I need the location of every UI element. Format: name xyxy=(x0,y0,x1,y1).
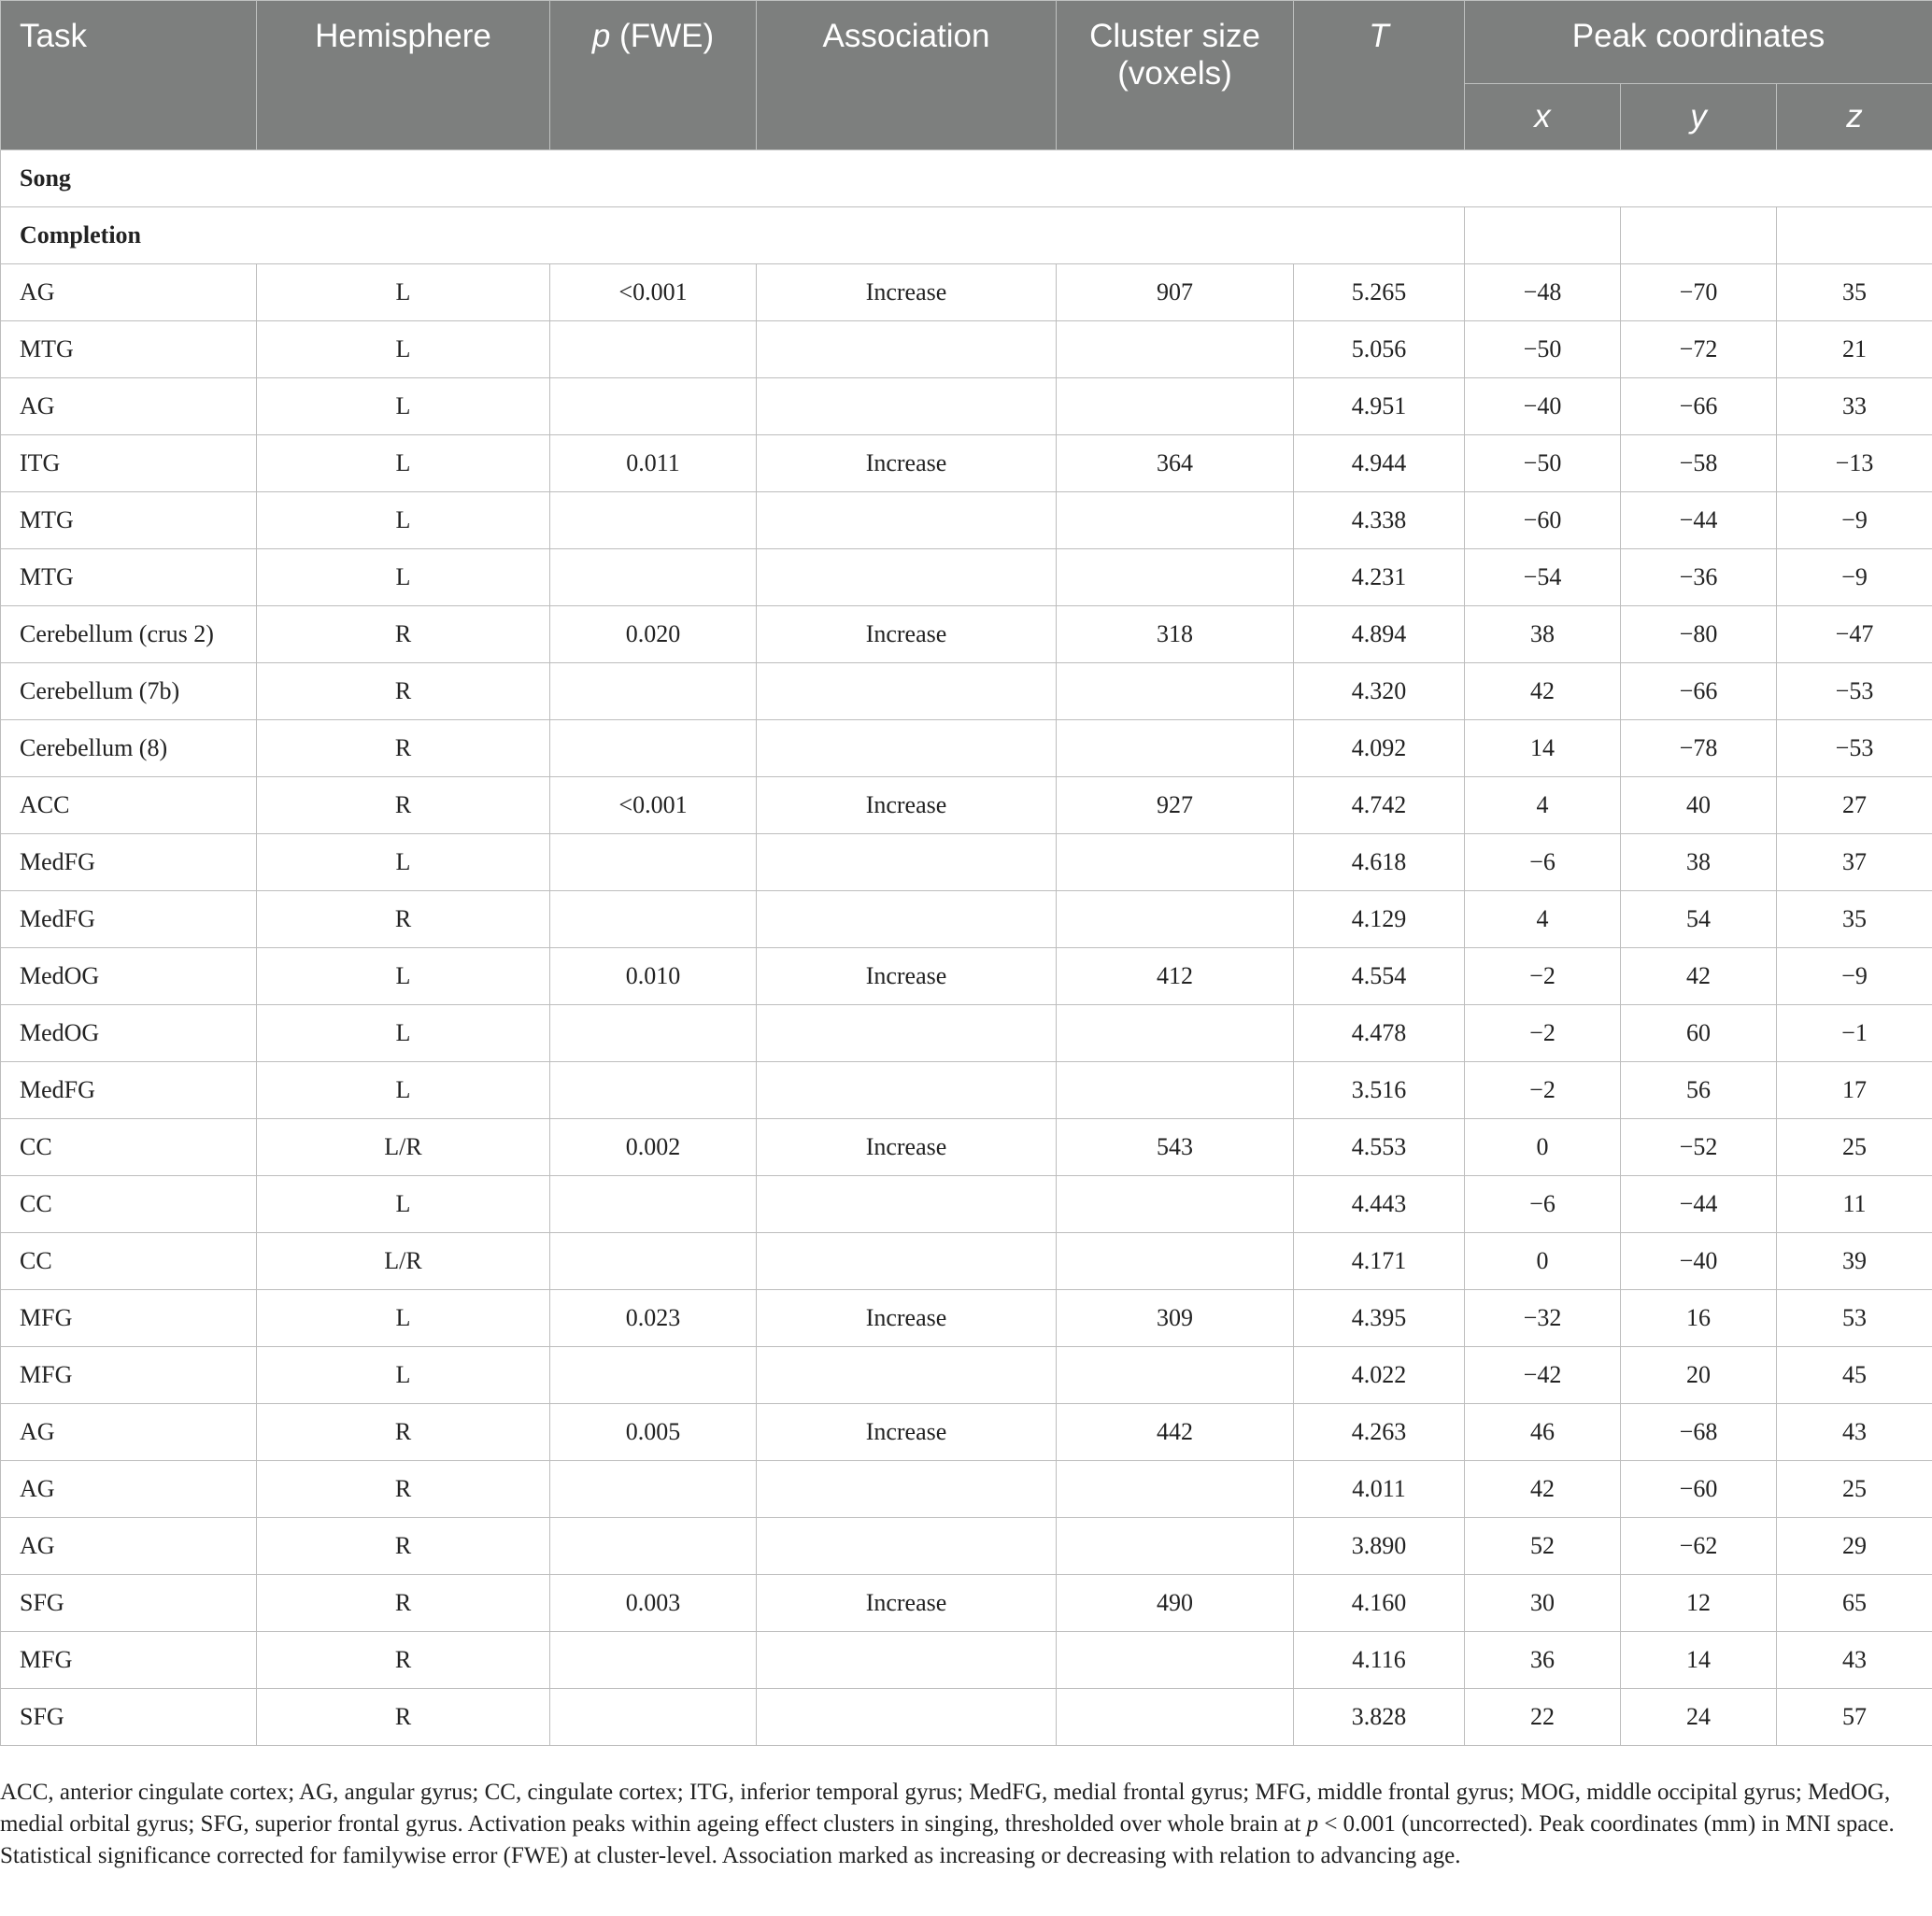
cell-task: MedFG xyxy=(1,834,257,891)
cell-x: 22 xyxy=(1465,1689,1621,1746)
cell-p-fwe: 0.010 xyxy=(550,948,757,1005)
cell-hemisphere: L xyxy=(257,435,550,492)
cell-x: 38 xyxy=(1465,606,1621,663)
cell-z: 43 xyxy=(1777,1632,1932,1689)
cell-t-value: 5.056 xyxy=(1294,321,1465,378)
cell-y: 24 xyxy=(1621,1689,1777,1746)
cell-z: 65 xyxy=(1777,1575,1932,1632)
cell-p-fwe xyxy=(550,891,757,948)
cell-y: 42 xyxy=(1621,948,1777,1005)
cell-association: Increase xyxy=(757,1119,1057,1176)
empty-cell xyxy=(1777,207,1932,264)
table-header xyxy=(1,1,1932,150)
cell-y: −78 xyxy=(1621,720,1777,777)
cell-task: CC xyxy=(1,1119,257,1176)
cell-task: AG xyxy=(1,1461,257,1518)
cell-x: −42 xyxy=(1465,1347,1621,1404)
cell-t-value: 4.554 xyxy=(1294,948,1465,1005)
cell-y: −36 xyxy=(1621,549,1777,606)
cell-association: Increase xyxy=(757,1290,1057,1347)
cell-y: −52 xyxy=(1621,1119,1777,1176)
table-row xyxy=(1,1062,1932,1119)
cell-t-value: 4.092 xyxy=(1294,720,1465,777)
footnote-p-symbol: p xyxy=(1306,1811,1319,1837)
cell-task: CC xyxy=(1,1233,257,1290)
cell-y: −44 xyxy=(1621,492,1777,549)
cell-association: Increase xyxy=(757,948,1057,1005)
cell-hemisphere: L/R xyxy=(257,1233,550,1290)
cell-p-fwe xyxy=(550,1689,757,1746)
cell-p-fwe xyxy=(550,1461,757,1518)
cell-association xyxy=(757,1176,1057,1233)
cell-cluster-size xyxy=(1057,1062,1294,1119)
cell-cluster-size xyxy=(1057,1233,1294,1290)
empty-cell xyxy=(1465,207,1621,264)
cell-z: 25 xyxy=(1777,1461,1932,1518)
cell-association xyxy=(757,1233,1057,1290)
cell-cluster-size: 927 xyxy=(1057,777,1294,834)
cell-x: 30 xyxy=(1465,1575,1621,1632)
cell-cluster-size xyxy=(1057,834,1294,891)
cell-association: Increase xyxy=(757,264,1057,321)
cell-association xyxy=(757,378,1057,435)
cell-association xyxy=(757,1062,1057,1119)
cell-association xyxy=(757,663,1057,720)
cell-p-fwe xyxy=(550,1005,757,1062)
cell-hemisphere: L xyxy=(257,1176,550,1233)
header-association: Association xyxy=(757,1,1057,150)
cell-cluster-size: 412 xyxy=(1057,948,1294,1005)
cell-x: 46 xyxy=(1465,1404,1621,1461)
cell-task: ITG xyxy=(1,435,257,492)
cell-t-value: 4.338 xyxy=(1294,492,1465,549)
cell-y: 40 xyxy=(1621,777,1777,834)
table-row xyxy=(1,606,1932,663)
cell-association xyxy=(757,1461,1057,1518)
cell-association xyxy=(757,1518,1057,1575)
cell-t-value: 4.478 xyxy=(1294,1005,1465,1062)
cell-hemisphere: L xyxy=(257,1062,550,1119)
header-p-fwe xyxy=(550,1,757,150)
cell-y: −68 xyxy=(1621,1404,1777,1461)
empty-cell xyxy=(1621,207,1777,264)
cell-task: CC xyxy=(1,1176,257,1233)
cell-x: −6 xyxy=(1465,834,1621,891)
cell-task: MedOG xyxy=(1,1005,257,1062)
cell-task: MedOG xyxy=(1,948,257,1005)
cell-hemisphere: L xyxy=(257,1290,550,1347)
header-t-symbol: T xyxy=(1369,18,1389,54)
cell-p-fwe: <0.001 xyxy=(550,777,757,834)
cell-hemisphere: L xyxy=(257,1347,550,1404)
table-row xyxy=(1,1518,1932,1575)
cell-cluster-size: 907 xyxy=(1057,264,1294,321)
cell-hemisphere: R xyxy=(257,1689,550,1746)
cell-p-fwe xyxy=(550,1632,757,1689)
cell-task: AG xyxy=(1,378,257,435)
cell-t-value: 4.894 xyxy=(1294,606,1465,663)
cell-t-value: 4.443 xyxy=(1294,1176,1465,1233)
table-row xyxy=(1,1119,1932,1176)
footnote-text-2: < 0.001 (uncorrected). Peak coordinates (mm) in MNI space. Statistical significance corrected for familywise error (FWE) at cluster-level. Association marked as increasing or decreasing with relation to advancing age. xyxy=(0,1811,1895,1868)
table-row xyxy=(1,834,1932,891)
cell-cluster-size xyxy=(1057,891,1294,948)
cell-z: 11 xyxy=(1777,1176,1932,1233)
cell-z: −9 xyxy=(1777,948,1932,1005)
cell-x: −40 xyxy=(1465,378,1621,435)
cell-p-fwe: 0.020 xyxy=(550,606,757,663)
cell-association xyxy=(757,321,1057,378)
cell-y: 20 xyxy=(1621,1347,1777,1404)
cell-task: MTG xyxy=(1,321,257,378)
cell-z: −1 xyxy=(1777,1005,1932,1062)
cell-hemisphere: R xyxy=(257,1575,550,1632)
cell-x: −50 xyxy=(1465,321,1621,378)
table-row xyxy=(1,378,1932,435)
table-row xyxy=(1,264,1932,321)
table-footnote xyxy=(0,1777,1926,1872)
cell-cluster-size xyxy=(1057,1518,1294,1575)
cell-association xyxy=(757,891,1057,948)
table-row xyxy=(1,1575,1932,1632)
cell-p-fwe xyxy=(550,1062,757,1119)
cell-z: 53 xyxy=(1777,1290,1932,1347)
cell-association xyxy=(757,1632,1057,1689)
table-row xyxy=(1,1290,1932,1347)
header-x: x xyxy=(1465,84,1621,150)
cell-z: 33 xyxy=(1777,378,1932,435)
cell-task: MTG xyxy=(1,492,257,549)
table-row xyxy=(1,549,1932,606)
table-row xyxy=(1,1404,1932,1461)
cell-task: AG xyxy=(1,1404,257,1461)
cell-p-fwe xyxy=(550,321,757,378)
header-hemisphere: Hemisphere xyxy=(257,1,550,150)
cell-x: −2 xyxy=(1465,1062,1621,1119)
cell-y: −58 xyxy=(1621,435,1777,492)
cell-z: 29 xyxy=(1777,1518,1932,1575)
cell-z: 27 xyxy=(1777,777,1932,834)
cell-cluster-size xyxy=(1057,492,1294,549)
cell-z: 37 xyxy=(1777,834,1932,891)
cell-x: 4 xyxy=(1465,777,1621,834)
cell-t-value: 4.944 xyxy=(1294,435,1465,492)
cell-association xyxy=(757,492,1057,549)
table-row xyxy=(1,1005,1932,1062)
cell-x: 42 xyxy=(1465,1461,1621,1518)
cell-hemisphere: L xyxy=(257,948,550,1005)
cell-hemisphere: R xyxy=(257,777,550,834)
cell-p-fwe xyxy=(550,1347,757,1404)
cell-task: Cerebellum (8) xyxy=(1,720,257,777)
table-row xyxy=(1,891,1932,948)
cell-x: 36 xyxy=(1465,1632,1621,1689)
cell-p-fwe: 0.002 xyxy=(550,1119,757,1176)
cell-t-value: 4.742 xyxy=(1294,777,1465,834)
cell-p-fwe xyxy=(550,720,757,777)
cell-p-fwe xyxy=(550,492,757,549)
cell-task: Cerebellum (7b) xyxy=(1,663,257,720)
cell-z: −47 xyxy=(1777,606,1932,663)
cell-x: 52 xyxy=(1465,1518,1621,1575)
header-p-symbol: p xyxy=(591,18,611,54)
cell-hemisphere: L xyxy=(257,492,550,549)
table-row xyxy=(1,663,1932,720)
cell-hemisphere: L xyxy=(257,264,550,321)
table-row xyxy=(1,1233,1932,1290)
cell-t-value: 4.011 xyxy=(1294,1461,1465,1518)
cell-cluster-size xyxy=(1057,321,1294,378)
cell-z: 57 xyxy=(1777,1689,1932,1746)
cell-hemisphere: R xyxy=(257,1632,550,1689)
cell-x: −50 xyxy=(1465,435,1621,492)
table-row xyxy=(1,492,1932,549)
cell-cluster-size: 364 xyxy=(1057,435,1294,492)
cell-cluster-size xyxy=(1057,1689,1294,1746)
cell-x: −6 xyxy=(1465,1176,1621,1233)
cell-z: 45 xyxy=(1777,1347,1932,1404)
cell-x: −2 xyxy=(1465,948,1621,1005)
cell-association xyxy=(757,1689,1057,1746)
cell-t-value: 4.116 xyxy=(1294,1632,1465,1689)
cell-y: −40 xyxy=(1621,1233,1777,1290)
table-row xyxy=(1,1176,1932,1233)
cell-y: −80 xyxy=(1621,606,1777,663)
cell-task: MedFG xyxy=(1,1062,257,1119)
cell-z: 21 xyxy=(1777,321,1932,378)
table-row xyxy=(1,321,1932,378)
cell-association: Increase xyxy=(757,1404,1057,1461)
cell-y: −72 xyxy=(1621,321,1777,378)
section-row-completion xyxy=(1,207,1932,264)
cell-cluster-size xyxy=(1057,1461,1294,1518)
cell-p-fwe xyxy=(550,549,757,606)
cell-association xyxy=(757,1005,1057,1062)
cell-y: 38 xyxy=(1621,834,1777,891)
cell-y: −66 xyxy=(1621,378,1777,435)
cell-y: −66 xyxy=(1621,663,1777,720)
table-body xyxy=(1,150,1932,1746)
cell-x: 42 xyxy=(1465,663,1621,720)
table-row xyxy=(1,435,1932,492)
cell-t-value: 4.231 xyxy=(1294,549,1465,606)
cell-z: −9 xyxy=(1777,549,1932,606)
cell-task: MFG xyxy=(1,1347,257,1404)
cell-y: 14 xyxy=(1621,1632,1777,1689)
cell-t-value: 4.320 xyxy=(1294,663,1465,720)
cell-p-fwe: 0.003 xyxy=(550,1575,757,1632)
table-row xyxy=(1,1347,1932,1404)
cell-task: AG xyxy=(1,1518,257,1575)
header-cluster-line1: Cluster size xyxy=(1089,18,1260,54)
cell-cluster-size: 543 xyxy=(1057,1119,1294,1176)
cell-cluster-size xyxy=(1057,663,1294,720)
cell-y: 54 xyxy=(1621,891,1777,948)
cell-x: −2 xyxy=(1465,1005,1621,1062)
cell-cluster-size xyxy=(1057,1005,1294,1062)
cell-p-fwe xyxy=(550,1176,757,1233)
cell-cluster-size xyxy=(1057,1632,1294,1689)
header-z: z xyxy=(1777,84,1932,150)
footnote-text-1: ACC, anterior cingulate cortex; AG, angular gyrus; CC, cingulate cortex; ITG, inferior temporal gyrus; MedFG, medial frontal gyrus; MFG, middle frontal gyrus; MOG, middle occipital gyrus; MedOG, medial orbital gyrus; SFG, superior frontal gyrus. Activation peaks within ageing effect clusters in singing, thresholded over whole brain at xyxy=(0,1780,1891,1837)
cell-hemisphere: R xyxy=(257,720,550,777)
cell-cluster-size xyxy=(1057,549,1294,606)
header-task: Task xyxy=(1,1,257,150)
cell-x: −32 xyxy=(1465,1290,1621,1347)
cell-association: Increase xyxy=(757,1575,1057,1632)
cell-cluster-size xyxy=(1057,378,1294,435)
cell-p-fwe: 0.023 xyxy=(550,1290,757,1347)
cell-task: ACC xyxy=(1,777,257,834)
cell-t-value: 3.828 xyxy=(1294,1689,1465,1746)
cell-y: 60 xyxy=(1621,1005,1777,1062)
cell-hemisphere: R xyxy=(257,1461,550,1518)
cell-t-value: 4.395 xyxy=(1294,1290,1465,1347)
cell-z: −53 xyxy=(1777,663,1932,720)
cell-t-value: 4.951 xyxy=(1294,378,1465,435)
table-row xyxy=(1,1461,1932,1518)
cell-hemisphere: L xyxy=(257,549,550,606)
section-row-song xyxy=(1,150,1932,207)
cell-task: MFG xyxy=(1,1290,257,1347)
cell-y: 12 xyxy=(1621,1575,1777,1632)
cell-hemisphere: L xyxy=(257,834,550,891)
cell-t-value: 4.022 xyxy=(1294,1347,1465,1404)
cell-p-fwe xyxy=(550,1518,757,1575)
section-label-completion: Completion xyxy=(1,207,1465,264)
cell-x: 0 xyxy=(1465,1233,1621,1290)
table-row xyxy=(1,777,1932,834)
header-y: y xyxy=(1621,84,1777,150)
cell-y: −44 xyxy=(1621,1176,1777,1233)
cell-z: 35 xyxy=(1777,264,1932,321)
cell-association: Increase xyxy=(757,435,1057,492)
cell-x: 0 xyxy=(1465,1119,1621,1176)
cell-cluster-size: 490 xyxy=(1057,1575,1294,1632)
cell-association: Increase xyxy=(757,606,1057,663)
cell-hemisphere: R xyxy=(257,606,550,663)
cell-cluster-size xyxy=(1057,1176,1294,1233)
cell-association xyxy=(757,834,1057,891)
cell-y: −70 xyxy=(1621,264,1777,321)
cell-z: 25 xyxy=(1777,1119,1932,1176)
cell-task: AG xyxy=(1,264,257,321)
cell-hemisphere: R xyxy=(257,1404,550,1461)
cell-x: −54 xyxy=(1465,549,1621,606)
cell-t-value: 5.265 xyxy=(1294,264,1465,321)
cell-z: 17 xyxy=(1777,1062,1932,1119)
cell-p-fwe: <0.001 xyxy=(550,264,757,321)
cell-p-fwe xyxy=(550,1233,757,1290)
header-cluster-line2: (voxels) xyxy=(1117,55,1232,92)
cell-z: 43 xyxy=(1777,1404,1932,1461)
cell-t-value: 4.160 xyxy=(1294,1575,1465,1632)
cell-task: MTG xyxy=(1,549,257,606)
cell-association: Increase xyxy=(757,777,1057,834)
cell-t-value: 4.263 xyxy=(1294,1404,1465,1461)
cell-cluster-size xyxy=(1057,720,1294,777)
cell-cluster-size: 442 xyxy=(1057,1404,1294,1461)
cell-z: −9 xyxy=(1777,492,1932,549)
cell-cluster-size: 309 xyxy=(1057,1290,1294,1347)
cell-cluster-size: 318 xyxy=(1057,606,1294,663)
cell-p-fwe: 0.011 xyxy=(550,435,757,492)
cell-y: −60 xyxy=(1621,1461,1777,1518)
cell-hemisphere: L xyxy=(257,1005,550,1062)
table-row xyxy=(1,1689,1932,1746)
cell-p-fwe xyxy=(550,834,757,891)
cell-x: 4 xyxy=(1465,891,1621,948)
cell-z: 35 xyxy=(1777,891,1932,948)
header-p-suffix: (FWE) xyxy=(610,18,715,54)
cell-hemisphere: R xyxy=(257,1518,550,1575)
cell-p-fwe xyxy=(550,663,757,720)
cell-cluster-size xyxy=(1057,1347,1294,1404)
cell-y: 56 xyxy=(1621,1062,1777,1119)
cell-t-value: 4.129 xyxy=(1294,891,1465,948)
cell-z: −13 xyxy=(1777,435,1932,492)
cell-t-value: 4.618 xyxy=(1294,834,1465,891)
cell-task: Cerebellum (crus 2) xyxy=(1,606,257,663)
cell-z: 39 xyxy=(1777,1233,1932,1290)
table-row xyxy=(1,1632,1932,1689)
cell-t-value: 4.171 xyxy=(1294,1233,1465,1290)
header-peak-coordinates: Peak coordinates xyxy=(1465,1,1932,84)
cell-t-value: 4.553 xyxy=(1294,1119,1465,1176)
cell-hemisphere: L xyxy=(257,378,550,435)
cell-association xyxy=(757,1347,1057,1404)
cell-association xyxy=(757,549,1057,606)
cell-hemisphere: L/R xyxy=(257,1119,550,1176)
section-label-song: Song xyxy=(1,150,1932,207)
cell-task: SFG xyxy=(1,1575,257,1632)
table-row xyxy=(1,720,1932,777)
header-cluster-size xyxy=(1057,1,1294,150)
cell-task: MFG xyxy=(1,1632,257,1689)
cell-y: −62 xyxy=(1621,1518,1777,1575)
cell-z: −53 xyxy=(1777,720,1932,777)
cell-x: −48 xyxy=(1465,264,1621,321)
cell-x: 14 xyxy=(1465,720,1621,777)
cell-x: −60 xyxy=(1465,492,1621,549)
cell-t-value: 3.516 xyxy=(1294,1062,1465,1119)
cell-t-value: 3.890 xyxy=(1294,1518,1465,1575)
cell-y: 16 xyxy=(1621,1290,1777,1347)
cell-p-fwe: 0.005 xyxy=(550,1404,757,1461)
cell-hemisphere: R xyxy=(257,891,550,948)
cell-association xyxy=(757,720,1057,777)
cell-hemisphere: L xyxy=(257,321,550,378)
cell-p-fwe xyxy=(550,378,757,435)
cell-task: SFG xyxy=(1,1689,257,1746)
cell-hemisphere: R xyxy=(257,663,550,720)
header-t xyxy=(1294,1,1465,150)
cell-task: MedFG xyxy=(1,891,257,948)
table-row xyxy=(1,948,1932,1005)
